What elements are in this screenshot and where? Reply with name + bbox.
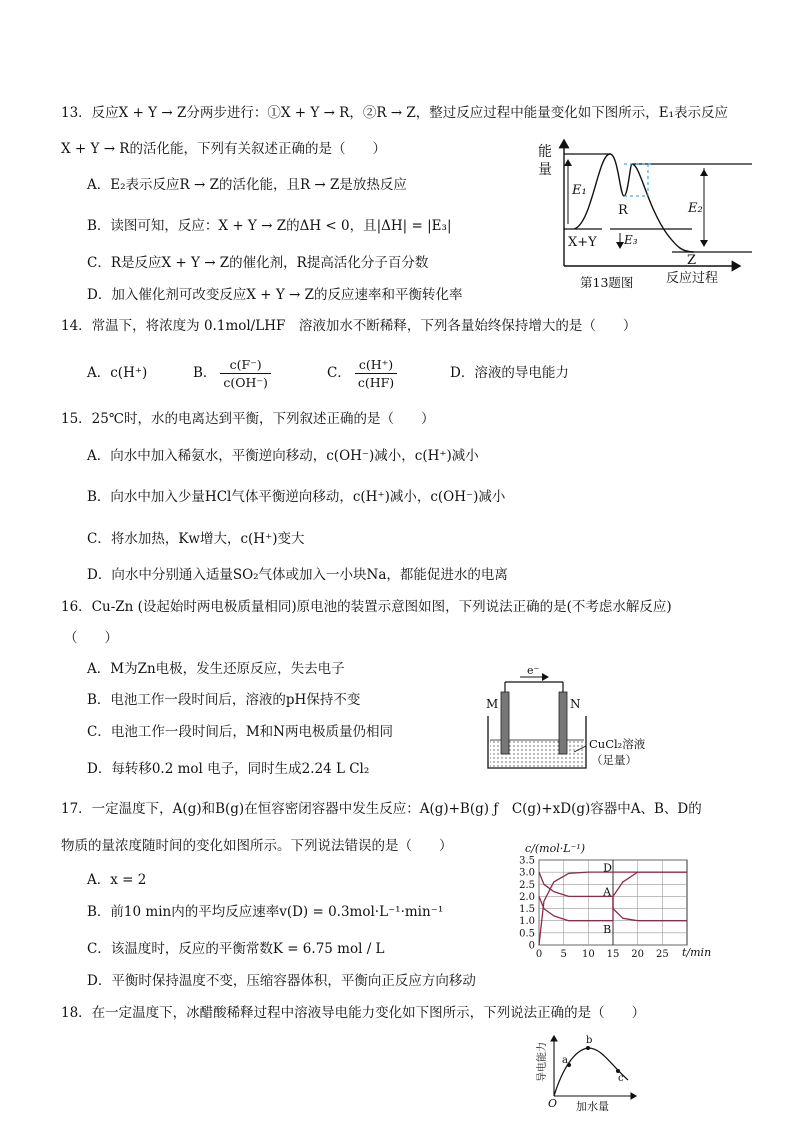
q17-stem-line2: 物质的量浓度随时间的变化如图所示。下列说法错误的是（ ）	[61, 838, 453, 854]
chart-y-tick-label: 0	[528, 940, 535, 952]
chart-x-tick-label: 15	[606, 949, 620, 960]
q14-option-a: A．c(H⁺)	[87, 365, 148, 381]
water-added-label: 加水量	[576, 1100, 609, 1113]
chart-y-tick-label: 2.0	[519, 891, 535, 903]
chart-y-tick-label: 3.5	[519, 855, 535, 867]
q16-stem-line1: 16．Cu-Zn (设起始时两电极质量相同)原电池的装置示意图如图，下列说法正确的是(不考虑水解反应)	[61, 599, 672, 615]
point-b	[586, 1046, 590, 1050]
point-a-label: a	[562, 1055, 568, 1066]
chart-y-tick-label: 1.0	[519, 916, 535, 928]
q14-option-b-denominator: c(OH⁻)	[223, 375, 268, 390]
point-b-label: b	[586, 1035, 593, 1046]
q18-conductivity-diagram	[530, 1030, 640, 1118]
q15-option-c: C．将水加热，Kw增大，c(H⁺)变大	[87, 531, 305, 547]
chart-y-tick-label: 0.5	[519, 928, 535, 940]
chart-x-tick-label: 10	[581, 949, 595, 960]
r-label: R	[618, 203, 628, 218]
q14-option-c-fraction	[355, 356, 397, 391]
origin-label: O	[548, 1097, 558, 1110]
chart-x-tick-label: 0	[535, 949, 543, 960]
e3-label: E₃	[624, 233, 638, 247]
xy-label: X+Y	[568, 235, 597, 250]
q13-stem-line1: 13．反应X + Y → Z分两步进行：①X + Y → R，②R → Z，整过反应过程中能量变化如下图所示，E₁表示反应	[61, 105, 729, 121]
q17-option-b: B．前10 min内的平均反应速率v(D) = 0.3mol·L⁻¹·min⁻¹	[87, 904, 444, 920]
q14-option-b-fraction	[220, 356, 271, 391]
q13-option-a: A．E₂表示反应R → Z的活化能，且R → Z是放热反应	[87, 177, 407, 193]
chart-y-tick-label: 2.5	[519, 879, 535, 891]
q14-option-b	[193, 347, 275, 399]
series-label-B: B	[603, 923, 612, 937]
q16-option-c: C．电池工作一段时间后，M和N两电极质量仍相同	[87, 724, 393, 740]
q14-stem: 14．常温下，将浓度为 0.1mol/LHF 溶液加水不断稀释，下列各量始终保持增大的是（ ）	[61, 318, 637, 334]
q16-option-d: D．每转移0.2 mol 电子，同时生成2.24 L Cl₂	[87, 761, 370, 777]
q13-figure-caption: 第13题图	[580, 275, 634, 290]
n-label: N	[570, 697, 581, 711]
q14-option-c-denominator: c(HF)	[357, 375, 395, 390]
chart-x-tick-label: 5	[560, 949, 567, 960]
e1-label: E₁	[572, 183, 587, 198]
q16-option-b: B．电池工作一段时间后，溶液的pH保持不变	[87, 692, 361, 708]
electrode-n	[559, 692, 567, 754]
q14-option-c	[327, 347, 401, 399]
energy-axis-label-2: 量	[538, 162, 552, 178]
q18-stem: 18．在一定温度下，冰醋酸稀释过程中溶液导电能力变化如下图所示，下列说法正确的是（ ）	[61, 1005, 646, 1021]
q14-option-d: D．溶液的导电能力	[450, 365, 569, 381]
q14-option-c-numerator: c(H⁺)	[355, 356, 397, 374]
q17-option-c: C．该温度时，反应的平衡常数K = 6.75 mol / L	[87, 941, 385, 957]
q13-option-d: D．加入催化剂可改变反应X + Y → Z的反应速率和平衡转化率	[87, 287, 463, 303]
solution-label: CuCl₂溶液	[589, 737, 646, 751]
e2-label: E₂	[688, 201, 703, 216]
q14-option-b-numerator: c(F⁻)	[220, 356, 271, 374]
conductivity-axis-label: 导电能力	[537, 1042, 548, 1082]
z-label: Z	[687, 253, 697, 268]
q15-option-b: B．向水中加入少量HCl气体平衡逆向移动，c(H⁺)减小，c(OH⁻)减小	[87, 489, 506, 505]
q17-concentration-chart	[507, 840, 712, 965]
q15-option-d: D．向水中分别通入适量SO₂气体或加入一小块Na，都能促进水的电离	[87, 567, 508, 583]
q13-option-c: C．R是反应X + Y → Z的催化剂，R提高活化分子百分数	[87, 255, 429, 271]
q14-option-b-prefix: B．	[193, 365, 217, 381]
chart-x-tick-label: 20	[631, 949, 645, 960]
q17-option-a: A．x = 2	[87, 872, 147, 888]
q15-stem: 15．25℃时，水的电离达到平衡，下列叙述正确的是（ ）	[61, 411, 435, 427]
q16-galvanic-cell-diagram	[484, 664, 654, 776]
series-label-A: A	[603, 885, 612, 899]
q16-option-a: A．M为Zn电极，发生还原反应，失去电子	[87, 661, 345, 677]
chart-y-tick-label: 3.0	[519, 867, 535, 879]
q17-option-d: D．平衡时保持温度不变，压缩容器体积，平衡向正反应方向移动	[87, 973, 476, 989]
q13-option-b: B．读图可知，反应：X + Y → Z的ΔH < 0，且|ΔH| = |E₃|	[87, 218, 452, 234]
solution-amount-label: （足量）	[591, 753, 637, 767]
q14-option-c-prefix: C．	[327, 365, 351, 381]
q16-stem-line2: （ ）	[64, 630, 118, 646]
chart-y-axis-label: c/(mol·L⁻¹)	[525, 842, 586, 855]
energy-axis-label-1: 能	[538, 144, 552, 160]
reaction-process-label: 反应过程	[666, 271, 719, 286]
q17-stem-line1: 17．一定温度下，A(g)和B(g)在恒容密闭容器中发生反应：A(g)+B(g) ƒ C(g)+xD(g)容器中A、B、D的	[61, 801, 702, 817]
chart-y-tick-label: 1.5	[519, 904, 535, 916]
series-label-D: D	[603, 861, 612, 875]
electrode-m	[501, 692, 509, 754]
m-label: M	[486, 697, 499, 711]
chart-x-axis-label: t/min	[682, 946, 712, 959]
electron-label: e⁻	[527, 664, 540, 677]
q13-stem-line2: X + Y → R的活化能，下列有关叙述正确的是（ ）	[61, 141, 386, 157]
q15-option-a: A．向水中加入稀氨水，平衡逆向移动，c(OH⁻)减小，c(H⁺)减小	[87, 448, 479, 464]
q13-energy-diagram	[532, 134, 757, 294]
point-c-label: c	[618, 1073, 624, 1084]
chart-x-tick-label: 25	[655, 949, 669, 960]
